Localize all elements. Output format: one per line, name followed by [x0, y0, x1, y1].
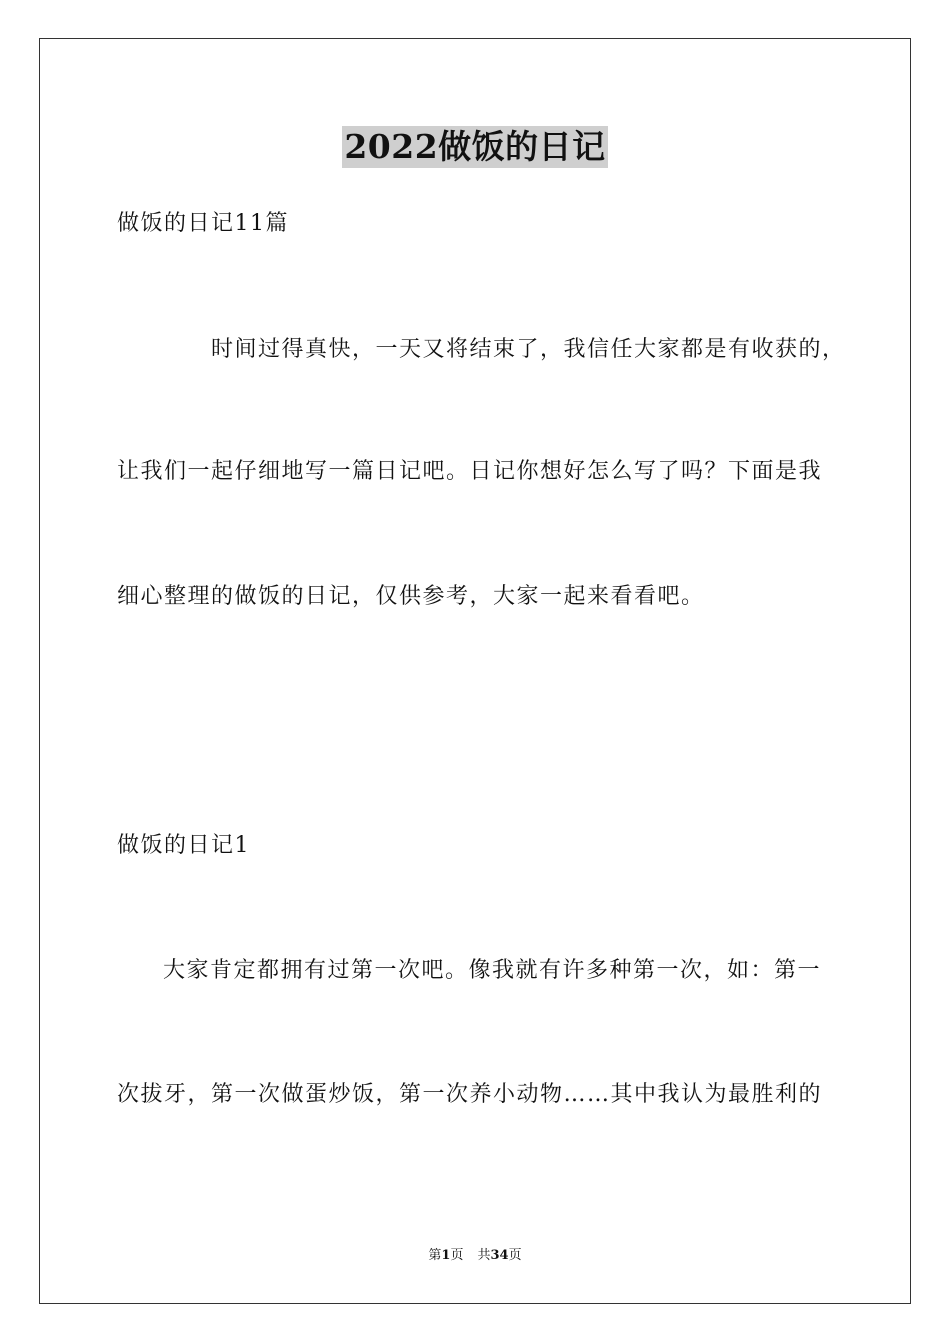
intro-line-2: 让我们一起仔细地写一篇日记吧。日记你想好怎么写了吗？下面是我 — [117, 459, 823, 484]
body-line-1: 大家肯定都拥有过第一次吧。像我就有许多种第一次，如：第一 — [163, 958, 822, 983]
page-current: 1 — [441, 1248, 451, 1263]
page-footer — [0, 1247, 950, 1265]
total-suffix: 页 — [508, 1248, 522, 1263]
document-title: 2022做饭的日记 — [344, 127, 606, 166]
total-prefix: 共 — [477, 1248, 491, 1263]
page-prefix: 第 — [428, 1248, 442, 1263]
intro-line-1: 时间过得真快，一天又将结束了，我信任大家都是有收获的， — [211, 337, 846, 362]
section-heading: 做饭的日记1 — [117, 833, 250, 858]
intro-line-3: 细心整理的做饭的日记，仅供参考，大家一起来看看吧。 — [117, 584, 705, 609]
title-container — [0, 126, 950, 168]
page-total: 34 — [490, 1248, 509, 1263]
body-line-2: 次拔牙，第一次做蛋炒饭，第一次养小动物……其中我认为最胜利的 — [117, 1082, 823, 1107]
page-suffix: 页 — [450, 1248, 464, 1263]
document-subtitle: 做饭的日记11篇 — [117, 211, 289, 236]
